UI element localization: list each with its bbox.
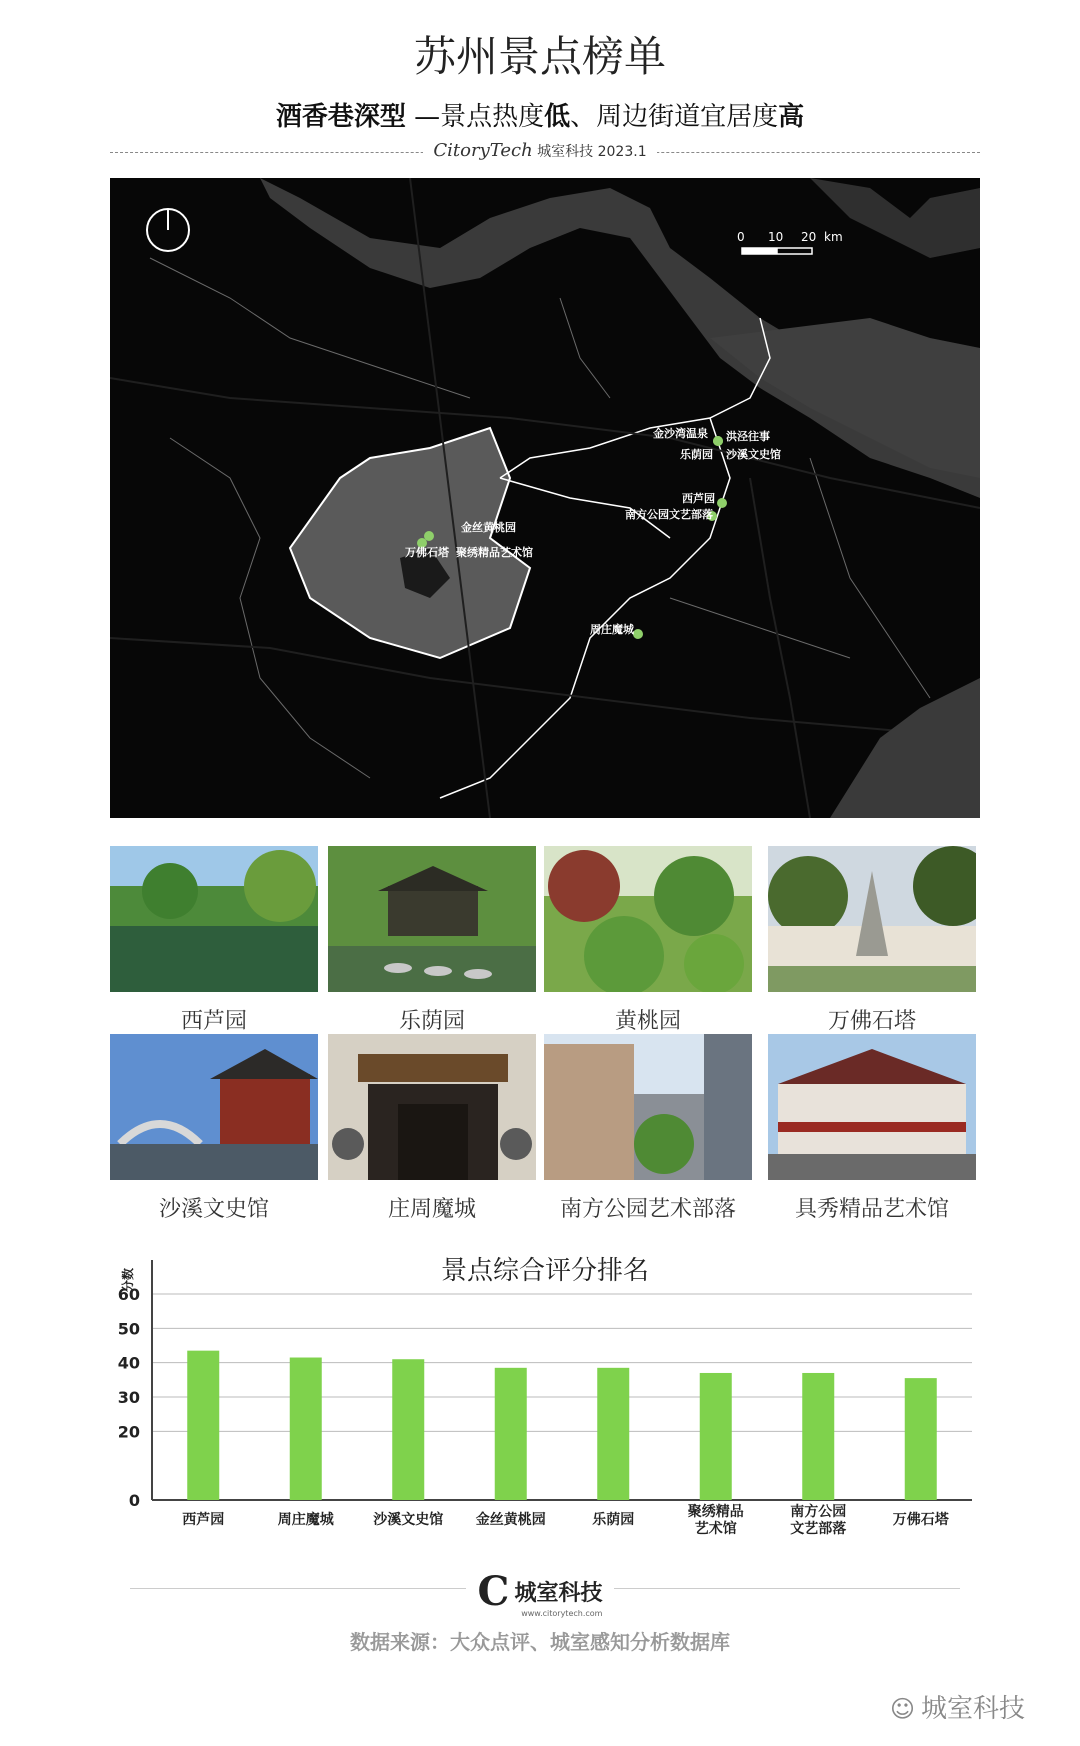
bar (802, 1373, 834, 1500)
data-source: 数据来源：大众点评、城室感知分析数据库 (350, 1630, 730, 1654)
wechat-watermark (890, 1688, 1025, 1725)
scale-tick-20: 20 (801, 230, 817, 244)
y-axis-label: 分数 (121, 1267, 135, 1293)
brand-logo: CitoryTech (433, 140, 533, 161)
photo-caption: 沙溪文史馆 (158, 1197, 269, 1222)
photo-card (110, 846, 318, 1035)
bar (700, 1373, 732, 1500)
marker-label-xilu: 西芦园 (682, 492, 715, 505)
marker-hongjing (713, 436, 723, 446)
x-tick-label: 艺术馆 (694, 1521, 737, 1537)
marker-zhouzhuang (633, 629, 643, 639)
photo-zhuangzhou (328, 1034, 536, 1180)
photo-caption: 西芦园 (180, 1009, 247, 1034)
x-tick-label: 南方公园 (790, 1504, 847, 1520)
photo-card (110, 1034, 318, 1223)
y-tick-label: 50 (117, 1319, 140, 1339)
photo-huangtao (544, 846, 752, 992)
marker-label-zhouzhuang: 周庄魔城 (590, 623, 634, 636)
scale-tick-10: 10 (768, 230, 784, 244)
marker-label-shaxi: 沙溪文史馆 (726, 448, 781, 461)
page-subtitle (0, 96, 1080, 133)
marker-xilu (717, 498, 727, 508)
y-tick-label: 60 (117, 1285, 140, 1304)
y-tick-label: 30 (117, 1388, 140, 1407)
wechat-icon: ☺ (890, 1695, 916, 1723)
x-tick-label: 乐荫园 (592, 1512, 635, 1528)
sea (830, 678, 980, 818)
photo-juxiu (768, 1034, 976, 1180)
photo-nanfang (544, 1034, 752, 1180)
chart-title: 景点综合评分排名 (440, 1256, 649, 1286)
page-title: 苏州景点榜单 (413, 32, 666, 81)
marker-label-juxiu: 聚绣精品艺术馆 (456, 546, 533, 559)
footer-brand-name: 城室科技 (514, 1581, 603, 1606)
brand-name: 城室科技 (537, 144, 594, 160)
taihu-lake (290, 428, 530, 658)
marker-label-jinshawan: 金沙湾温泉 (653, 427, 708, 440)
score-chart (110, 1250, 980, 1550)
photo-leyin (328, 846, 536, 992)
y-tick-label: 20 (117, 1422, 140, 1442)
x-tick-label: 万佛石塔 (892, 1512, 949, 1528)
citory-logo-icon: C (477, 1568, 510, 1615)
wechat-name: 城室科技 (921, 1694, 1026, 1724)
x-tick-label: 沙溪文史馆 (373, 1512, 444, 1528)
suzhou-map (110, 178, 980, 818)
photo-card (328, 1034, 536, 1223)
scale-tick-0: 0 (737, 230, 745, 244)
footer-brand-url: www.citorytech.com (521, 1609, 603, 1618)
y-tick-label: 0 (128, 1491, 140, 1510)
footer-logo (0, 1568, 1080, 1620)
photo-caption: 南方公园艺术部落 (559, 1197, 736, 1222)
photo-shaxi (110, 1034, 318, 1180)
subtitle-high: 高 (778, 102, 805, 132)
x-tick-label: 西芦园 (182, 1512, 225, 1528)
chart-plot (110, 1250, 980, 1550)
marker-label-jinsi: 金丝黄桃园 (461, 521, 516, 534)
photo-caption: 具秀精品艺术馆 (794, 1197, 949, 1222)
photo-xilu (110, 846, 318, 992)
x-tick-label: 周庄魔城 (277, 1512, 334, 1528)
photo-caption: 黄桃园 (614, 1009, 681, 1034)
bar (290, 1358, 322, 1500)
marker-label-nanfang: 南方公园文艺部落 (625, 508, 713, 521)
photo-card (328, 846, 536, 1035)
x-tick-label: 聚绣精品 (687, 1504, 744, 1520)
brand-line (0, 140, 1080, 161)
x-tick-label: 文艺部落 (790, 1521, 847, 1537)
marker-label-hongjing: 洪泾往事 (726, 430, 770, 443)
subtitle-low: 低 (544, 102, 571, 132)
photo-caption: 庄周魔城 (387, 1197, 476, 1222)
photo-card (768, 1034, 976, 1223)
x-tick-label: 金丝黄桃园 (475, 1512, 546, 1528)
subtitle-type: 酒香巷深型 (275, 102, 406, 132)
bar (905, 1378, 937, 1500)
bar (495, 1368, 527, 1500)
bar (597, 1368, 629, 1500)
photo-caption: 乐荫园 (398, 1009, 465, 1034)
north-arrow-icon (147, 209, 189, 251)
river-upper (810, 178, 980, 258)
photo-card (768, 846, 976, 1035)
scale-unit: km (824, 230, 843, 244)
photo-card (544, 1034, 752, 1223)
marker-label-wanfo: 万佛石塔 (405, 546, 449, 559)
y-tick-label: 40 (117, 1353, 140, 1373)
photo-card (544, 846, 752, 1035)
subtitle-desc: —景点热度 (405, 102, 545, 132)
subtitle-mid: 、周边街道宜居度 (570, 102, 779, 132)
bar (392, 1359, 424, 1500)
photo-wanfo (768, 846, 976, 992)
map-graphic (110, 178, 980, 818)
photo-caption: 万佛石塔 (827, 1009, 916, 1034)
bar (187, 1351, 219, 1500)
brand-date: 2023.1 (597, 144, 647, 160)
scale-bar (742, 248, 812, 254)
marker-label-leyin: 乐荫园 (680, 448, 713, 461)
